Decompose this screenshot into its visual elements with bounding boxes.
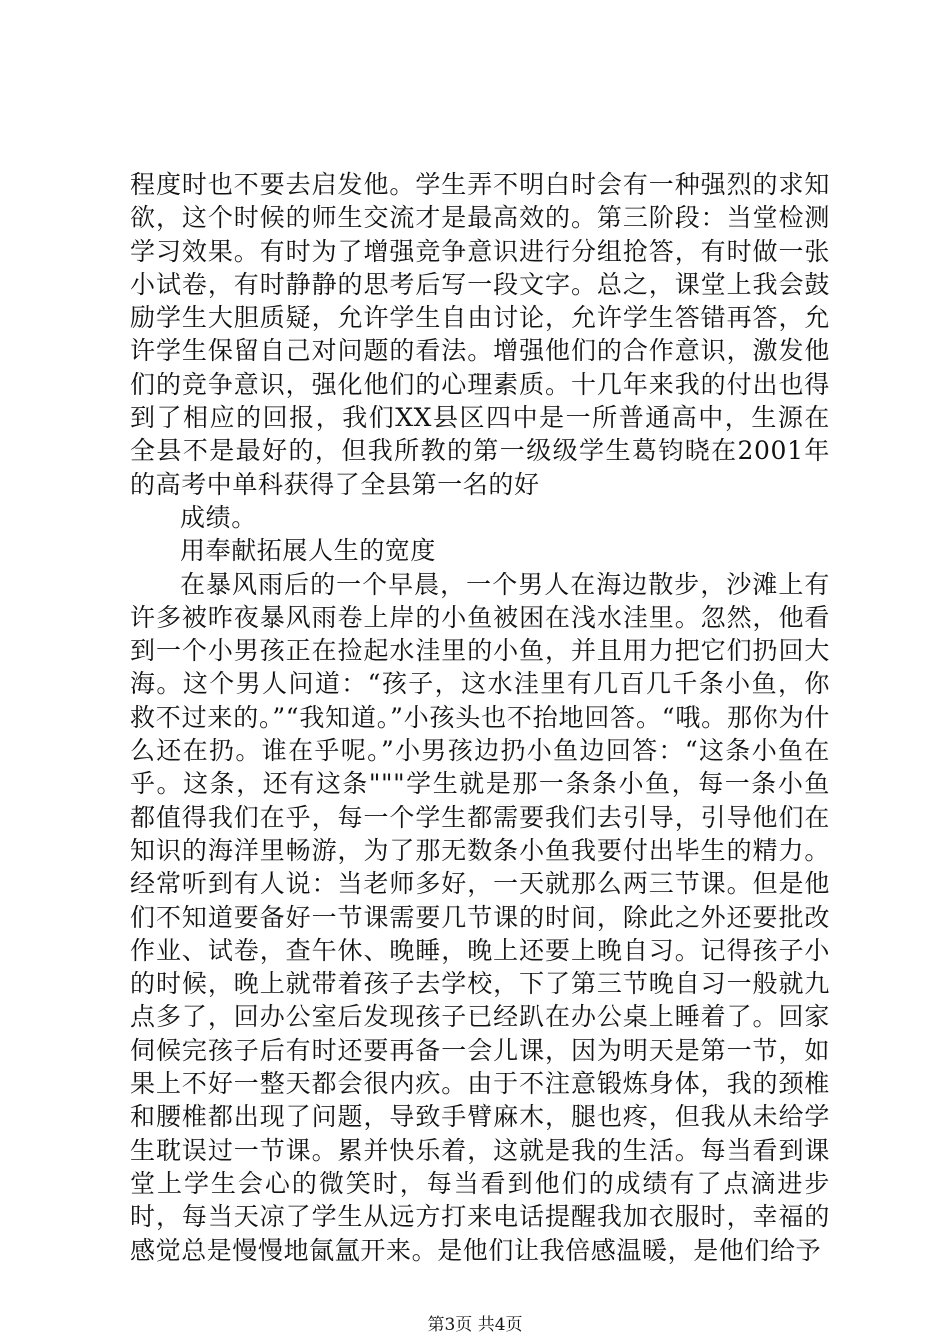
section-heading: 用奉献拓展人生的宽度 [180,536,437,566]
page-number-footer: 第3页 共4页 [427,1315,523,1335]
paragraph-teaching-method: 程度时也不要去启发他。学生弄不明白时会有一种强烈的求知欲，这个时候的师生交流才是最高效的。第三阶段：当堂检测学习效果。有时为了增强竞争意识进行分组抢答，有时做一张小试卷，有时静静的思考后写一段文字。总之，课堂上我会鼓励学生大胆质疑，允许学生自由讨论，允许学生答错再答，允许学生保留自己对问题的看法。增强他们的合作意识，激发他们的竞争意识，强化他们的心理素质。十几年来我的付出也得到了相应的回报，我们XX县区四中是一所普通高中，生源在全县不是最好的，但我所教的第一级级学生葛钧晓在2001年的高考中单科获得了全县第一名的好 [130,170,830,499]
paragraph-continuation: 成绩。 [180,502,257,532]
document-body [130,168,830,1267]
paragraph-story: 在暴风雨后的一个早晨，一个男人在海边散步，沙滩上有许多被昨夜暴风雨卷上岸的小鱼被困在浅水洼里。忽然，他看到一个小男孩正在捡起水洼里的小鱼，并且用力把它们扔回大海。这个男人问道：“孩子，这水洼里有几百几千条小鱼，你救不过来的。”“我知道。”小孩头也不抬地回答。“哦。那你为什么还在扔。谁在乎呢。”小男孩边扔小鱼边回答：“这条小鱼在乎。这条，还有这条"""学生就是那一条条小鱼，每一条小鱼都值得我们在乎，每一个学生都需要我们去引导，引导他们在知识的海洋里畅游，为了那无数条小鱼我要付出毕生的精力。经常听到有人说：当老师多好，一天就那么两三节课。但是他们不知道要备好一节课需要几节课的时间，除此之外还要批改作业、试卷，查午休、晚睡，晚上还要上晚自习。记得孩子小的时候，晚上就带着孩子去学校，下了第三节晚自习一般就九点多了，回办公室后发现孩子已经趴在办公桌上睡着了。回家伺候完孩子后有时还要再备一会儿课，因为明天是第一节，如果上不好一整天都会很内疚。由于不注意锻炼身体，我的颈椎和腰椎都出现了问题，导致手臂麻木，腿也疼，但我从未给学生耽误过一节课。累并快乐着，这就是我的生活。每当看到课堂上学生会心的微笑时，每当看到他们的成绩有了点滴进步时，每当天凉了学生从远方打来电话提醒我加衣服时，幸福的感觉总是慢慢地氤氲开来。是他们让我倍感温暖，是他们给予 [130,569,830,1265]
